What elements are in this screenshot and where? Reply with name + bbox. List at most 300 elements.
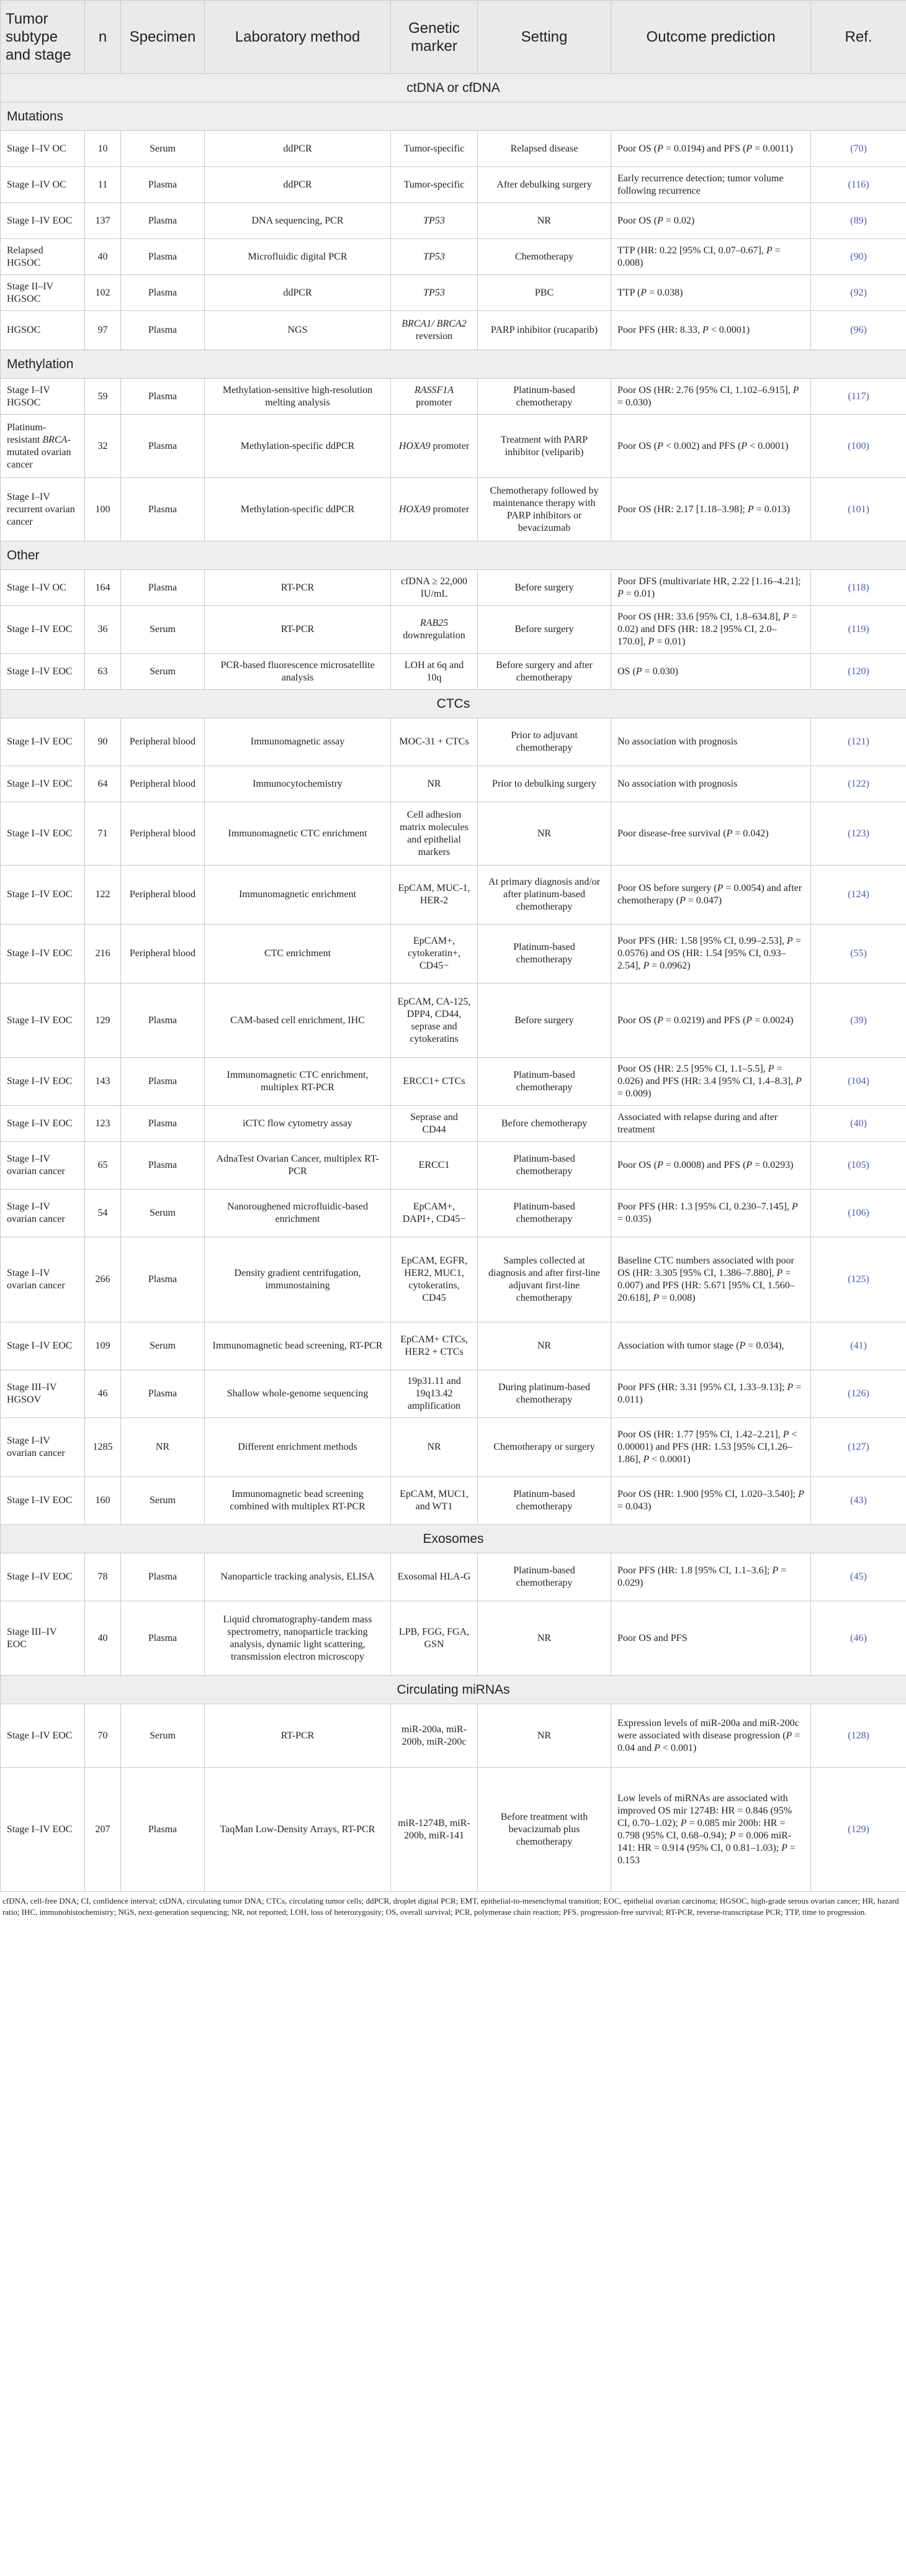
cell-laboratory-method: Nanoparticle tracking analysis, ELISA [205,1553,391,1601]
cell-specimen: Peripheral blood [121,718,205,766]
cell-ref: (92) [811,275,906,311]
cell-tumor-subtype: Stage I–IV EOC [1,203,85,239]
cell-n: 143 [85,1058,121,1106]
section-header-row [1,74,906,102]
cell-tumor-subtype: Stage III–IV EOC [1,1601,85,1676]
cell-specimen: Peripheral blood [121,924,205,983]
cell-specimen: Plasma [121,167,205,203]
cell-genetic-marker: Cell adhesion matrix molecules and epithelial markers [391,802,478,865]
cell-laboratory-method: RT-PCR [205,606,391,654]
cell-n: 11 [85,167,121,203]
cell-genetic-marker: TP53 [391,203,478,239]
cell-ref: (45) [811,1553,906,1601]
cell-setting: Before chemotherapy [478,1106,611,1142]
cell-outcome-prediction: No association with prognosis [611,766,811,802]
cell-outcome-prediction: Baseline CTC numbers associated with poor OS (HR: 3.305 [95% CI, 1.386–7.880], P = 0.007) and PFS (HR: 5.671 [95% CI, 1.560–20.618], P = 0.008) [611,1237,811,1322]
cell-outcome-prediction: Expression levels of miR-200a and miR-200c were associated with disease progression (P = 0.04 and P < 0.001) [611,1704,811,1768]
header-setting: Setting [478,1,611,74]
table-row [1,570,906,606]
cell-genetic-marker: EpCAM+, cytokeratin+, CD45− [391,924,478,983]
cell-tumor-subtype: Stage I–IV EOC [1,1704,85,1768]
table-row [1,379,906,415]
table-row [1,654,906,690]
cell-genetic-marker: NR [391,1418,478,1477]
cell-setting: Before surgery and after chemotherapy [478,654,611,690]
cell-outcome-prediction: Poor PFS (HR: 1.8 [95% CI, 1.1–3.6]; P = 0.029) [611,1553,811,1601]
table-row [1,766,906,802]
cell-ref: (105) [811,1142,906,1190]
cell-genetic-marker: EpCAM, MUC-1, HER-2 [391,865,478,924]
cell-specimen: Plasma [121,239,205,275]
cell-setting: Before treatment with bevacizumab plus chemotherapy [478,1768,611,1892]
table-row [1,1322,906,1370]
section-header-row [1,1525,906,1553]
table-row [1,275,906,311]
cell-tumor-subtype: HGSOC [1,311,85,350]
cell-setting: Platinum-based chemotherapy [478,1190,611,1237]
section-title: Exosomes [1,1525,906,1553]
cell-ref: (127) [811,1418,906,1477]
cell-genetic-marker: miR-1274B, miR-200b, miR-141 [391,1768,478,1892]
table-row [1,1058,906,1106]
cell-setting: Platinum-based chemotherapy [478,379,611,415]
table-row [1,924,906,983]
header-n: n [85,1,121,74]
cell-setting: Samples collected at diagnosis and after first-line adjuvant first-line chemotherapy [478,1237,611,1322]
cell-outcome-prediction: Poor OS (HR: 2.76 [95% CI, 1.102–6.915], P = 0.030) [611,379,811,415]
cell-specimen: Plasma [121,983,205,1058]
table-row [1,865,906,924]
cell-laboratory-method: ddPCR [205,131,391,167]
cell-specimen: Serum [121,1704,205,1768]
cell-tumor-subtype: Stage I–IV EOC [1,718,85,766]
cell-laboratory-method: Methylation-specific ddPCR [205,478,391,541]
cell-tumor-subtype: Platinum-resistant BRCA-mutated ovarian cancer [1,415,85,478]
table-row [1,606,906,654]
cell-tumor-subtype: Stage I–IV EOC [1,1553,85,1601]
cell-laboratory-method: iCTC flow cytometry assay [205,1106,391,1142]
cell-setting: Before surgery [478,570,611,606]
cell-tumor-subtype: Stage I–IV EOC [1,1768,85,1892]
cell-ref: (128) [811,1704,906,1768]
cell-ref: (116) [811,167,906,203]
cell-outcome-prediction: Poor OS (HR: 1.900 [95% CI, 1.020–3.540]; P = 0.043) [611,1477,811,1525]
cell-tumor-subtype: Stage I–IV HGSOC [1,379,85,415]
cell-genetic-marker: ERCC1 [391,1142,478,1190]
table-row [1,1553,906,1601]
cell-outcome-prediction: Poor PFS (HR: 3.31 [95% CI, 1.33–9.13]; P = 0.011) [611,1370,811,1418]
cell-outcome-prediction: Poor OS (P < 0.002) and PFS (P < 0.0001) [611,415,811,478]
cell-genetic-marker: ERCC1+ CTCs [391,1058,478,1106]
table-body [1,74,906,1892]
cell-specimen: Serum [121,606,205,654]
cell-n: 32 [85,415,121,478]
cell-outcome-prediction: No association with prognosis [611,718,811,766]
cell-outcome-prediction: Poor disease-free survival (P = 0.042) [611,802,811,865]
cell-ref: (104) [811,1058,906,1106]
cell-outcome-prediction: Low levels of miRNAs are associated with improved OS mir 1274B: HR = 0.846 (95% CI, 0.70–1.02); P = 0.085 mir 200b: HR = 0.798 (95% CI, 0.68–0.94); P = 0.006 miR-141: HR = 0.914 (95% CI, 0 0.81–1.03); P = 0.153 [611,1768,811,1892]
header-tumor-subtype: Tumor subtype and stage [1,1,85,74]
cell-specimen: Plasma [121,1106,205,1142]
cell-specimen: Plasma [121,1601,205,1676]
cell-tumor-subtype: Stage I–IV ovarian cancer [1,1237,85,1322]
cell-genetic-marker: RASSF1A promoter [391,379,478,415]
table-footnote: cfDNA, cell-free DNA; CI, confidence interval; ctDNA, circulating tumor DNA; CTCs, circulating tumor cells; ddPCR, droplet digital PCR; EMT, epithelial-to-mesenchymal transition; EOC, epithelial ovarian carcinoma; HGSOC, high-grade serous ovarian cancer; HR, hazard ratio; IHC, immunohistochemistry; NGS, next-generation sequencing; NR, not reported; LOH, loss of heterozygosity; OS, overall survival; PCR, polymerase chain reaction; PFS, progression-free survival; RT-PCR, reverse-transcriptase PCR; TTP, time to progression. [2,1896,899,1917]
cell-ref: (43) [811,1477,906,1525]
table-row [1,311,906,350]
cell-laboratory-method: Immunomagnetic enrichment [205,865,391,924]
cell-n: 36 [85,606,121,654]
cell-specimen: Plasma [121,1553,205,1601]
subsection-header-row [1,541,906,570]
section-title: CTCs [1,690,906,718]
cell-specimen: Plasma [121,1142,205,1190]
cell-specimen: Plasma [121,311,205,350]
cell-outcome-prediction: Poor OS (P = 0.0008) and PFS (P = 0.0293) [611,1142,811,1190]
cell-tumor-subtype: Stage I–IV EOC [1,1058,85,1106]
cell-outcome-prediction: Poor OS (HR: 33.6 [95% CI, 1.8–634.8], P = 0.02) and DFS (HR: 18.2 [95% CI, 2.0–170.0], P = 0.01) [611,606,811,654]
table-row [1,1370,906,1418]
cell-setting: Platinum-based chemotherapy [478,924,611,983]
cell-genetic-marker: LPB, FGG, FGA, GSN [391,1601,478,1676]
cell-setting: Platinum-based chemotherapy [478,1142,611,1190]
cell-laboratory-method: Immunomagnetic bead screening, RT-PCR [205,1322,391,1370]
cell-specimen: Plasma [121,203,205,239]
cell-genetic-marker: HOXA9 promoter [391,478,478,541]
cell-setting: Platinum-based chemotherapy [478,1058,611,1106]
cell-genetic-marker: EpCAM, EGFR, HER2, MUC1, cytokeratins, CD45 [391,1237,478,1322]
table-row [1,1237,906,1322]
cell-tumor-subtype: Stage I–IV EOC [1,1322,85,1370]
cell-genetic-marker: Tumor-specific [391,131,478,167]
table-row [1,415,906,478]
cell-n: 71 [85,802,121,865]
cell-specimen: NR [121,1418,205,1477]
cell-n: 207 [85,1768,121,1892]
cell-specimen: Plasma [121,1370,205,1418]
cell-outcome-prediction: Poor OS (HR: 2.5 [95% CI, 1.1–5.5], P = 0.026) and PFS (HR: 3.4 [95% CI, 1.4–8.3], P = 0.009) [611,1058,811,1106]
cell-outcome-prediction: Poor OS (HR: 1.77 [95% CI, 1.42–2.21], P < 0.00001) and PFS (HR: 1.53 [95% CI,1.26–1.86], P < 0.0001) [611,1418,811,1477]
cell-setting: Platinum-based chemotherapy [478,1553,611,1601]
cell-genetic-marker: miR-200a, miR-200b, miR-200c [391,1704,478,1768]
cell-setting: PBC [478,275,611,311]
cell-tumor-subtype: Relapsed HGSOC [1,239,85,275]
cell-specimen: Plasma [121,1768,205,1892]
cell-specimen: Plasma [121,415,205,478]
cell-ref: (120) [811,654,906,690]
cell-tumor-subtype: Stage I–IV EOC [1,654,85,690]
cell-setting: After debulking surgery [478,167,611,203]
cell-setting: Treatment with PARP inhibitor (veliparib) [478,415,611,478]
cell-outcome-prediction: Poor PFS (HR: 1.3 [95% CI, 0.230–7.145], P = 0.035) [611,1190,811,1237]
cell-outcome-prediction: TTP (P = 0.038) [611,275,811,311]
cell-n: 59 [85,379,121,415]
cell-n: 65 [85,1142,121,1190]
cell-ref: (123) [811,802,906,865]
cell-tumor-subtype: Stage I–IV EOC [1,924,85,983]
cell-outcome-prediction: Poor PFS (HR: 8.33, P < 0.0001) [611,311,811,350]
cell-genetic-marker: Exosomal HLA-G [391,1553,478,1601]
cell-genetic-marker: 19p31.11 and 19q13.42 amplification [391,1370,478,1418]
table-row [1,1190,906,1237]
cell-n: 64 [85,766,121,802]
cell-genetic-marker: EpCAM+, DAPI+, CD45− [391,1190,478,1237]
cell-genetic-marker: MOC-31 + CTCs [391,718,478,766]
cell-n: 160 [85,1477,121,1525]
table-row [1,239,906,275]
cell-n: 102 [85,275,121,311]
cell-setting: NR [478,1601,611,1676]
cell-laboratory-method: Different enrichment methods [205,1418,391,1477]
cell-setting: Prior to adjuvant chemotherapy [478,718,611,766]
cell-ref: (101) [811,478,906,541]
cell-tumor-subtype: Stage I–IV EOC [1,1477,85,1525]
cell-setting: NR [478,802,611,865]
cell-outcome-prediction: Association with tumor stage (P = 0.034), [611,1322,811,1370]
cell-ref: (129) [811,1768,906,1892]
cell-n: 216 [85,924,121,983]
cell-ref: (100) [811,415,906,478]
cell-specimen: Peripheral blood [121,766,205,802]
cell-genetic-marker: TP53 [391,239,478,275]
cell-tumor-subtype: Stage I–IV OC [1,570,85,606]
table-row [1,1418,906,1477]
cell-outcome-prediction: TTP (HR: 0.22 [95% CI, 0.07–0.67], P = 0.008) [611,239,811,275]
table-header-row [1,1,906,74]
subsection-title: Mutations [1,102,906,131]
cell-n: 137 [85,203,121,239]
cell-n: 100 [85,478,121,541]
cell-setting: NR [478,1704,611,1768]
cell-n: 109 [85,1322,121,1370]
cell-setting: At primary diagnosis and/or after platinum-based chemotherapy [478,865,611,924]
cell-ref: (125) [811,1237,906,1322]
cell-genetic-marker: EpCAM+ CTCs, HER2 + CTCs [391,1322,478,1370]
cell-setting: NR [478,1322,611,1370]
cell-laboratory-method: RT-PCR [205,570,391,606]
cell-tumor-subtype: Stage I–IV ovarian cancer [1,1142,85,1190]
header-genetic-marker: Genetic marker [391,1,478,74]
section-title: ctDNA or cfDNA [1,74,906,102]
cell-genetic-marker: NR [391,766,478,802]
cell-tumor-subtype: Stage I–IV ovarian cancer [1,1190,85,1237]
cell-laboratory-method: Immunomagnetic CTC enrichment [205,802,391,865]
cell-ref: (55) [811,924,906,983]
cell-specimen: Peripheral blood [121,802,205,865]
cell-setting: During platinum-based chemotherapy [478,1370,611,1418]
table-row [1,1142,906,1190]
cell-setting: Relapsed disease [478,131,611,167]
cell-ref: (118) [811,570,906,606]
cell-ref: (41) [811,1322,906,1370]
cell-setting: Chemotherapy or surgery [478,1418,611,1477]
cell-specimen: Plasma [121,1058,205,1106]
cell-ref: (117) [811,379,906,415]
cell-laboratory-method: Nanoroughened microfluidic-based enrichment [205,1190,391,1237]
subsection-title: Other [1,541,906,570]
cell-setting: PARP inhibitor (rucaparib) [478,311,611,350]
cell-outcome-prediction: OS (P = 0.030) [611,654,811,690]
cell-setting: Before surgery [478,606,611,654]
cell-outcome-prediction: Poor PFS (HR: 1.58 [95% CI, 0.99–2.53], P = 0.0576) and OS (HR: 1.54 [95% CI, 0.93–2.54], P = 0.0962) [611,924,811,983]
cell-laboratory-method: Immunocytochemistry [205,766,391,802]
cell-laboratory-method: PCR-based fluorescence microsatellite analysis [205,654,391,690]
table-row [1,1106,906,1142]
cell-specimen: Serum [121,1477,205,1525]
cell-n: 1285 [85,1418,121,1477]
cell-tumor-subtype: Stage I–IV ovarian cancer [1,1418,85,1477]
cell-genetic-marker: EpCAM, MUC1, and WT1 [391,1477,478,1525]
table-row [1,802,906,865]
cell-n: 164 [85,570,121,606]
header-laboratory-method: Laboratory method [205,1,391,74]
cell-ref: (89) [811,203,906,239]
cell-genetic-marker: RAB25 downregulation [391,606,478,654]
cell-specimen: Serum [121,1190,205,1237]
cell-tumor-subtype: Stage I–IV recurrent ovarian cancer [1,478,85,541]
cell-genetic-marker: LOH at 6q and 10q [391,654,478,690]
table-row [1,478,906,541]
table-row [1,1477,906,1525]
cell-specimen: Plasma [121,570,205,606]
table-row [1,203,906,239]
cell-laboratory-method: CTC enrichment [205,924,391,983]
cell-n: 10 [85,131,121,167]
cell-outcome-prediction: Poor OS (P = 0.02) [611,203,811,239]
cell-ref: (126) [811,1370,906,1418]
cell-tumor-subtype: Stage I–IV OC [1,131,85,167]
cell-n: 129 [85,983,121,1058]
cell-genetic-marker: EpCAM, CA-125, DPP4, CD44, seprase and cytokeratins [391,983,478,1058]
cell-outcome-prediction: Poor OS (P = 0.0219) and PFS (P = 0.0024) [611,983,811,1058]
cell-outcome-prediction: Poor OS (P = 0.0194) and PFS (P = 0.0011) [611,131,811,167]
cell-tumor-subtype: Stage I–IV EOC [1,606,85,654]
cell-n: 90 [85,718,121,766]
cell-specimen: Serum [121,1322,205,1370]
table-row [1,983,906,1058]
cell-tumor-subtype: Stage I–IV EOC [1,1106,85,1142]
cell-n: 63 [85,654,121,690]
cell-laboratory-method: NGS [205,311,391,350]
cell-n: 40 [85,1601,121,1676]
cell-n: 97 [85,311,121,350]
section-header-row [1,690,906,718]
cell-n: 54 [85,1190,121,1237]
table-row [1,167,906,203]
cell-specimen: Peripheral blood [121,865,205,924]
cell-outcome-prediction: Associated with relapse during and after treatment [611,1106,811,1142]
cell-genetic-marker: Seprase and CD44 [391,1106,478,1142]
cell-ref: (96) [811,311,906,350]
cell-genetic-marker: Tumor-specific [391,167,478,203]
cell-outcome-prediction: Poor DFS (multivariate HR, 2.22 [1.16–4.21]; P = 0.01) [611,570,811,606]
cell-ref: (124) [811,865,906,924]
cell-ref: (70) [811,131,906,167]
table-row [1,131,906,167]
cell-laboratory-method: Methylation-sensitive high-resolution melting analysis [205,379,391,415]
subsection-header-row [1,350,906,379]
cell-tumor-subtype: Stage I–IV EOC [1,865,85,924]
cell-laboratory-method: DNA sequencing, PCR [205,203,391,239]
header-outcome-prediction: Outcome prediction [611,1,811,74]
cell-genetic-marker: HOXA9 promoter [391,415,478,478]
cell-specimen: Serum [121,654,205,690]
cell-specimen: Plasma [121,478,205,541]
cell-laboratory-method: ddPCR [205,275,391,311]
cell-laboratory-method: TaqMan Low-Density Arrays, RT-PCR [205,1768,391,1892]
cell-laboratory-method: CAM-based cell enrichment, IHC [205,983,391,1058]
cell-ref: (121) [811,718,906,766]
cell-ref: (90) [811,239,906,275]
cell-ref: (46) [811,1601,906,1676]
section-header-row [1,1676,906,1704]
cell-tumor-subtype: Stage I–IV OC [1,167,85,203]
header-specimen: Specimen [121,1,205,74]
cell-laboratory-method: ddPCR [205,167,391,203]
subsection-title: Methylation [1,350,906,379]
cell-laboratory-method: RT-PCR [205,1704,391,1768]
subsection-header-row [1,102,906,131]
cell-outcome-prediction: Early recurrence detection; tumor volume following recurrence [611,167,811,203]
table-row [1,1601,906,1676]
cell-n: 123 [85,1106,121,1142]
cell-laboratory-method: Microfluidic digital PCR [205,239,391,275]
cell-genetic-marker: BRCA1/ BRCA2 reversion [391,311,478,350]
cell-outcome-prediction: Poor OS before surgery (P = 0.0054) and after chemotherapy (P = 0.047) [611,865,811,924]
cell-laboratory-method: Immunomagnetic assay [205,718,391,766]
cell-tumor-subtype: Stage III–IV HGSOV [1,1370,85,1418]
cell-laboratory-method: Immunomagnetic CTC enrichment, multiplex RT-PCR [205,1058,391,1106]
cell-laboratory-method: Shallow whole-genome sequencing [205,1370,391,1418]
cell-tumor-subtype: Stage II–IV HGSOC [1,275,85,311]
cell-n: 46 [85,1370,121,1418]
cell-setting: Chemotherapy followed by maintenance therapy with PARP inhibitors or bevacizumab [478,478,611,541]
cell-specimen: Serum [121,131,205,167]
cell-ref: (40) [811,1106,906,1142]
section-title: Circulating miRNAs [1,1676,906,1704]
cell-laboratory-method: Methylation-specific ddPCR [205,415,391,478]
cell-setting: Prior to debulking surgery [478,766,611,802]
cell-specimen: Plasma [121,1237,205,1322]
cell-ref: (106) [811,1190,906,1237]
cell-laboratory-method: Liquid chromatography-tandem mass spectrometry, nanoparticle tracking analysis, dynamic light scattering, transmission electron microscopy [205,1601,391,1676]
cell-n: 266 [85,1237,121,1322]
cell-genetic-marker: TP53 [391,275,478,311]
table-row [1,1704,906,1768]
cell-ref: (119) [811,606,906,654]
cell-tumor-subtype: Stage I–IV EOC [1,802,85,865]
cell-n: 40 [85,239,121,275]
cell-setting: NR [478,203,611,239]
cell-tumor-subtype: Stage I–IV EOC [1,983,85,1058]
cell-specimen: Plasma [121,379,205,415]
cell-tumor-subtype: Stage I–IV EOC [1,766,85,802]
cell-laboratory-method: AdnaTest Ovarian Cancer, multiplex RT-PCR [205,1142,391,1190]
cell-n: 70 [85,1704,121,1768]
table-row [1,1768,906,1892]
cell-n: 78 [85,1553,121,1601]
cell-setting: Chemotherapy [478,239,611,275]
cell-laboratory-method: Density gradient centrifugation, immunostaining [205,1237,391,1322]
cell-setting: Before surgery [478,983,611,1058]
cell-n: 122 [85,865,121,924]
cell-outcome-prediction: Poor OS (HR: 2.17 [1.18–3.98]; P = 0.013) [611,478,811,541]
cell-laboratory-method: Immunomagnetic bead screening combined with multiplex RT-PCR [205,1477,391,1525]
cell-setting: Platinum-based chemotherapy [478,1477,611,1525]
cell-genetic-marker: cfDNA ≥ 22,000 IU/mL [391,570,478,606]
header-ref: Ref. [811,1,906,74]
cell-specimen: Plasma [121,275,205,311]
